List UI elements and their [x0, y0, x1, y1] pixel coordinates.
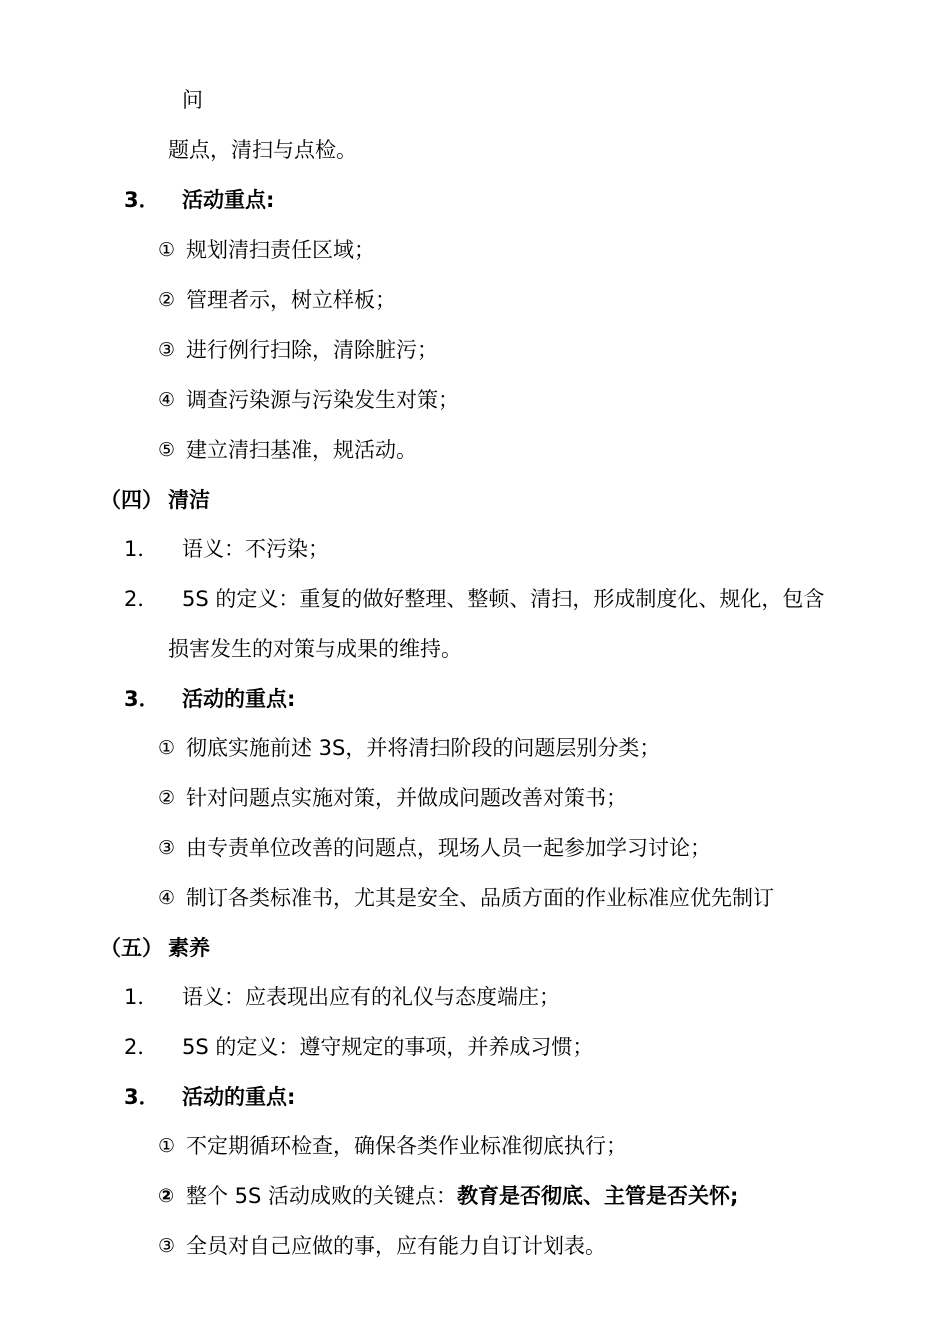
- circle-marker: ④: [158, 887, 176, 909]
- circle-marker: ①: [158, 239, 176, 261]
- list-item: 进行例行扫除，清除脏污；: [186, 338, 438, 362]
- circle-marker: ②: [158, 787, 176, 809]
- list-item: 建立清扫基准，规活动。: [186, 438, 417, 462]
- item-number: 2．: [124, 587, 159, 611]
- continuation-char: 问: [182, 88, 203, 112]
- circle-marker: ②: [158, 289, 176, 311]
- circle-marker: ①: [158, 737, 176, 759]
- item-text: 语义：不污染；: [182, 537, 329, 561]
- circle-marker: ③: [158, 339, 176, 361]
- list-item: [186, 1181, 738, 1211]
- circle-marker: ⑤: [158, 439, 176, 461]
- circle-marker: ③: [158, 1235, 176, 1257]
- continuation-line: 题点，清扫与点检。: [168, 138, 357, 162]
- circle-marker: ①: [158, 1135, 176, 1157]
- item-number: 2．: [124, 1035, 159, 1059]
- list-item: 彻底实施前述 3S，并将清扫阶段的问题层别分类；: [186, 736, 661, 760]
- list-item-emphasis: 教育是否彻底、主管是否关怀;: [457, 1184, 739, 1208]
- list-item: 针对问题点实施对策，并做成问题改善对策书；: [186, 786, 627, 810]
- list-item-text: 整个 5S 活动成败的关键点：: [186, 1184, 458, 1208]
- item-heading: 活动的重点:: [182, 1085, 296, 1109]
- section-title: 素养: [168, 936, 210, 960]
- circle-marker: ③: [158, 837, 176, 859]
- list-item: 管理者示，树立样板；: [186, 288, 396, 312]
- circle-marker: ④: [158, 389, 176, 411]
- item-text: 5S 的定义：重复的做好整理、整顿、清扫，形成制度化、规化，包含: [182, 587, 825, 611]
- item-number: 1．: [124, 985, 159, 1009]
- item-number: 3．: [124, 188, 160, 212]
- item-number: 1．: [124, 537, 159, 561]
- list-item: 调查污染源与污染发生对策；: [186, 388, 459, 412]
- item-text-continuation: 损害发生的对策与成果的维持。: [168, 637, 462, 661]
- section-label: （四）: [100, 488, 163, 512]
- section-label: （五）: [100, 936, 163, 960]
- item-heading: 活动的重点:: [182, 687, 296, 711]
- item-text: 语义：应表现出应有的礼仪与态度端庄；: [182, 985, 560, 1009]
- list-item: 全员对自己应做的事，应有能力自订计划表。: [186, 1234, 606, 1258]
- item-number: 3．: [124, 1085, 160, 1109]
- item-text: 5S 的定义：遵守规定的事项，并养成习惯；: [182, 1035, 594, 1059]
- list-item: 由专责单位改善的问题点，现场人员一起参加学习讨论；: [186, 836, 711, 860]
- item-heading: 活动重点:: [182, 188, 275, 212]
- list-item: 规划清扫责任区域；: [186, 238, 375, 262]
- item-number: 3．: [124, 687, 160, 711]
- list-item: 制订各类标准书，尤其是安全、品质方面的作业标准应优先制订: [186, 886, 774, 910]
- circle-marker: ②: [158, 1185, 175, 1207]
- section-title: 清洁: [168, 488, 210, 512]
- list-item: 不定期循环检查，确保各类作业标准彻底执行；: [186, 1134, 627, 1158]
